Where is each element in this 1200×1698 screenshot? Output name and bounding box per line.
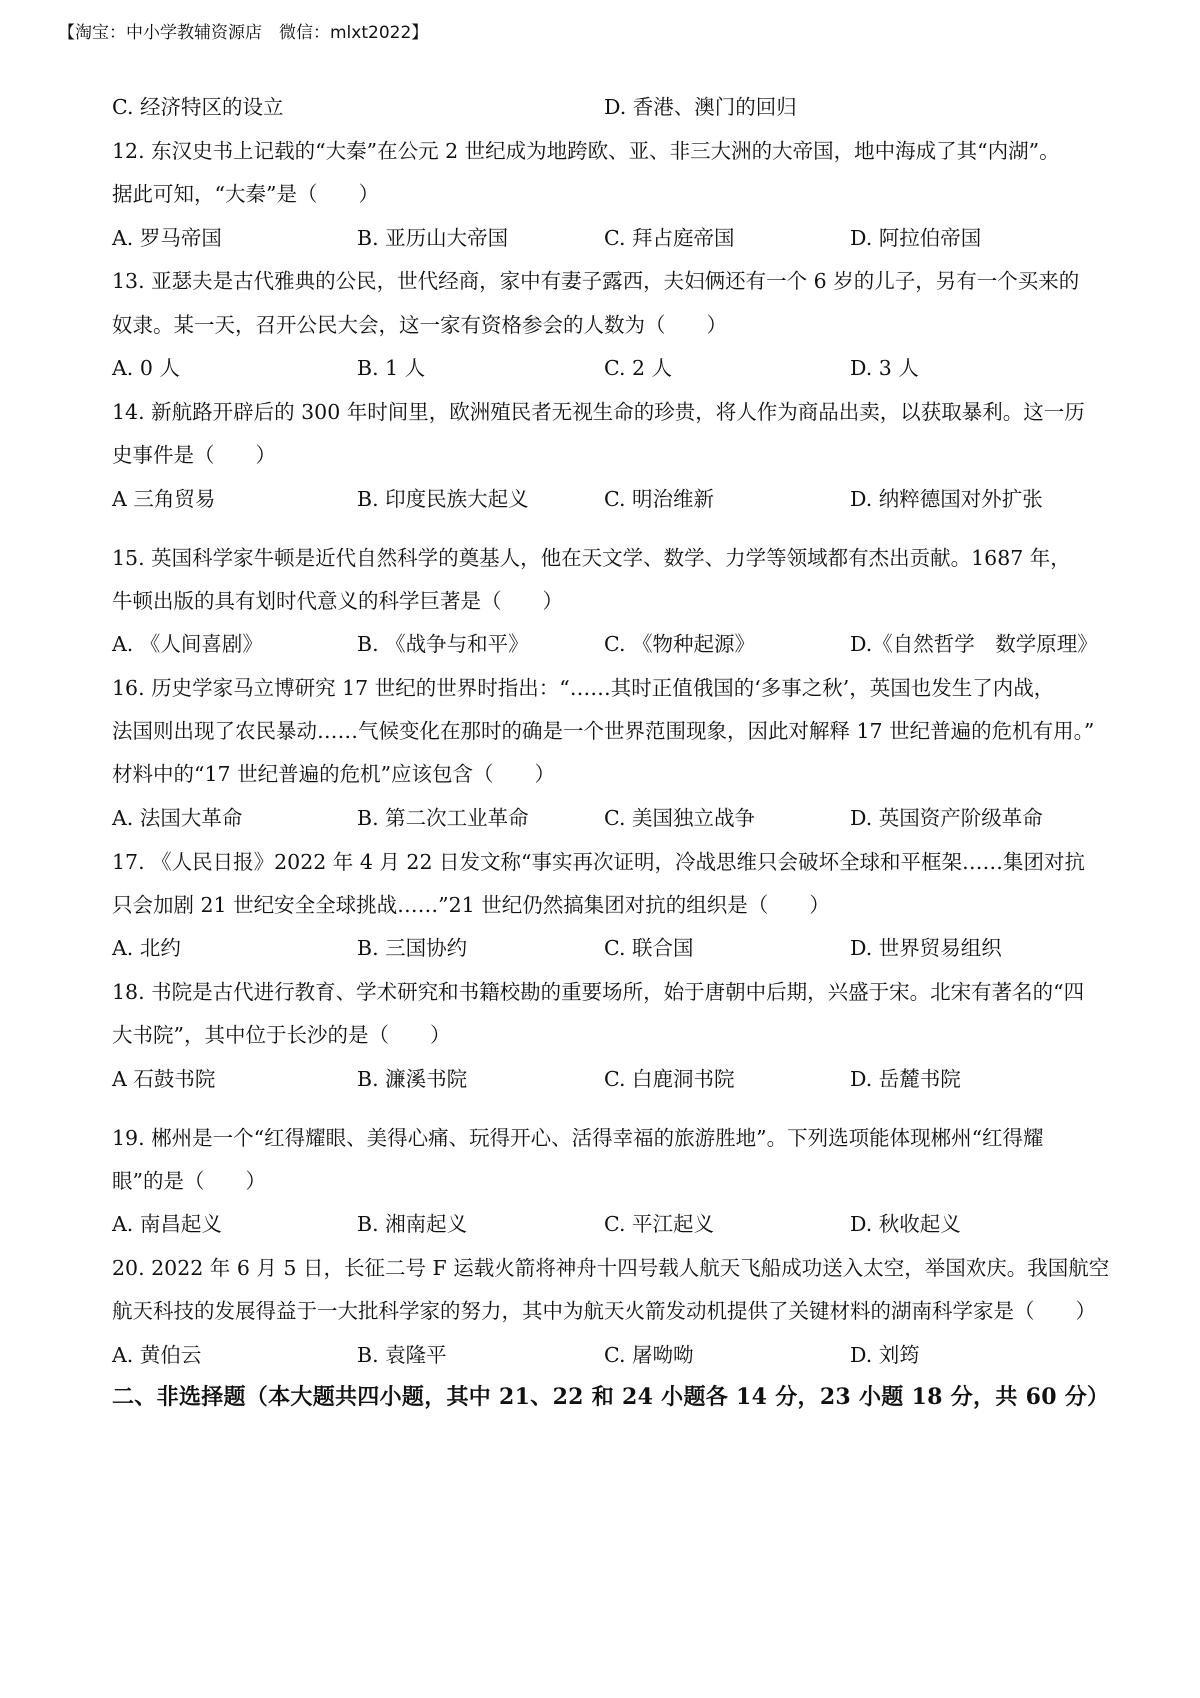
option-d: D. 阿拉伯帝国 (850, 226, 982, 250)
q17-stem-line: 17. 《人民日报》2022 年 4 月 22 日发文称“事实再次证明，冷战思维只会破坏全球和平框架……集团对抗 (112, 850, 1085, 874)
q20-stem-line: 20. 2022 年 6 月 5 日，长征二号 F 运载火箭将神舟十四号载人航天飞船成功送入太空，举国欢庆。我国航空 (112, 1256, 1110, 1280)
option-b: B. 湘南起义 (357, 1212, 468, 1236)
q13-stem-line: 奴隶。某一天，召开公民大会，这一家有资格参会的人数为（ ） (112, 313, 727, 337)
option-c: C. 2 人 (604, 356, 673, 380)
option-a: A 三角贸易 (112, 487, 216, 511)
q15-stem-line: 牛顿出版的具有划时代意义的科学巨著是（ ） (112, 589, 563, 613)
q11-options (112, 93, 1152, 121)
q17-options (112, 934, 1152, 962)
option-b: B. 《战争与和平》 (357, 632, 529, 656)
q16-stem-line: 材料中的“17 世纪普遍的危机”应该包含（ ） (112, 762, 556, 786)
q18-options (112, 1065, 1152, 1093)
option-b: B. 濂溪书院 (357, 1067, 468, 1091)
option-c: C. 经济特区的设立 (112, 95, 284, 119)
q16-options (112, 804, 1152, 832)
option-a: A. 法国大革命 (112, 806, 243, 830)
option-b: B. 1 人 (357, 356, 426, 380)
option-c: C. 美国独立战争 (604, 806, 755, 830)
option-d: D. 3 人 (850, 356, 919, 380)
q13-options (112, 354, 1152, 382)
q14-stem-line: 史事件是（ ） (112, 443, 276, 467)
option-a: A. 南昌起义 (112, 1212, 222, 1236)
option-a: A. 罗马帝国 (112, 226, 222, 250)
option-c: C. 拜占庭帝国 (604, 226, 735, 250)
option-b: B. 袁隆平 (357, 1343, 447, 1367)
q12-options (112, 224, 1152, 252)
option-b: B. 亚历山大帝国 (357, 226, 509, 250)
option-c: C. 屠呦呦 (604, 1343, 694, 1367)
q12-stem-line: 据此可知，“大秦”是（ ） (112, 182, 379, 206)
q14-stem-line: 14. 新航路开辟后的 300 年时间里，欧洲殖民者无视生命的珍贵，将人作为商品出卖，以获取暴利。这一历 (112, 400, 1085, 424)
option-c: C. 《物种起源》 (604, 632, 755, 656)
option-d: D. 岳麓书院 (850, 1067, 961, 1091)
option-b: B. 第二次工业革命 (357, 806, 529, 830)
watermark-header: 【淘宝：中小学教辅资源店 微信：mlxt2022】 (58, 23, 429, 43)
q20-options (112, 1341, 1152, 1369)
option-a: A. 0 人 (112, 356, 180, 380)
option-d: D. 纳粹德国对外扩张 (850, 487, 1043, 511)
q17-stem-line: 只会加剧 21 世纪安全全球挑战……”21 世纪仍然搞集团对抗的组织是（ ） (112, 893, 830, 917)
option-d: D. 香港、澳门的回归 (604, 95, 797, 119)
q13-stem-line: 13. 亚瑟夫是古代雅典的公民，世代经商，家中有妻子露西，夫妇俩还有一个 6 岁的儿子，另有一个买来的 (112, 269, 1080, 293)
q18-stem-line: 18. 书院是古代进行教育、学术研究和书籍校勘的重要场所，始于唐朝中后期，兴盛于宋。北宋有著名的“四 (112, 980, 1085, 1004)
option-a: A. 《人间喜剧》 (112, 632, 263, 656)
option-d: D. 英国资产阶级革命 (850, 806, 1043, 830)
option-b: B. 三国协约 (357, 936, 468, 960)
q20-stem-line: 航天科技的发展得益于一大批科学家的努力，其中为航天火箭发动机提供了关键材料的湖南科学家是（ ） (112, 1299, 1096, 1323)
option-d: D. 刘筠 (850, 1343, 920, 1367)
option-c: C. 联合国 (604, 936, 694, 960)
option-d: D. 世界贸易组织 (850, 936, 1002, 960)
option-d: D.《自然哲学 数学原理》 (850, 632, 1098, 656)
option-c: C. 明治维新 (604, 487, 714, 511)
option-a: A. 北约 (112, 936, 181, 960)
q15-options (112, 630, 1152, 658)
q15-stem-line: 15. 英国科学家牛顿是近代自然科学的奠基人，他在天文学、数学、力学等领域都有杰出贡献。1687 年， (112, 546, 1071, 570)
q19-stem-line: 眼”的是（ ） (112, 1169, 266, 1193)
q19-options (112, 1210, 1152, 1238)
q16-stem-line: 16. 历史学家马立博研究 17 世纪的世界时指出：“……其时正值俄国的‘多事之秋’，英国也发生了内战， (112, 676, 1055, 700)
option-a: A. 黄伯云 (112, 1343, 202, 1367)
section-heading: 二、非选择题（本大题共四小题，其中 21、22 和 24 小题各 14 分，23 小题 18 分，共 60 分） (112, 1384, 1110, 1410)
option-c: C. 白鹿洞书院 (604, 1067, 735, 1091)
q18-stem-line: 大书院”，其中位于长沙的是（ ） (112, 1023, 451, 1047)
option-c: C. 平江起义 (604, 1212, 714, 1236)
option-d: D. 秋收起义 (850, 1212, 961, 1236)
q19-stem-line: 19. 郴州是一个“红得耀眼、美得心痛、玩得开心、活得幸福的旅游胜地”。下列选项能体现郴州“红得耀 (112, 1126, 1044, 1150)
option-a: A 石鼓书院 (112, 1067, 216, 1091)
option-b: B. 印度民族大起义 (357, 487, 529, 511)
q16-stem-line: 法国则出现了农民暴动……气候变化在那时的确是一个世界范围现象，因此对解释 17 世纪普遍的危机有用。” (112, 719, 1095, 743)
q12-stem-line: 12. 东汉史书上记载的“大秦”在公元 2 世纪成为地跨欧、亚、非三大洲的大帝国，地中海成了其“内湖”。 (112, 139, 1060, 163)
q14-options (112, 485, 1152, 513)
